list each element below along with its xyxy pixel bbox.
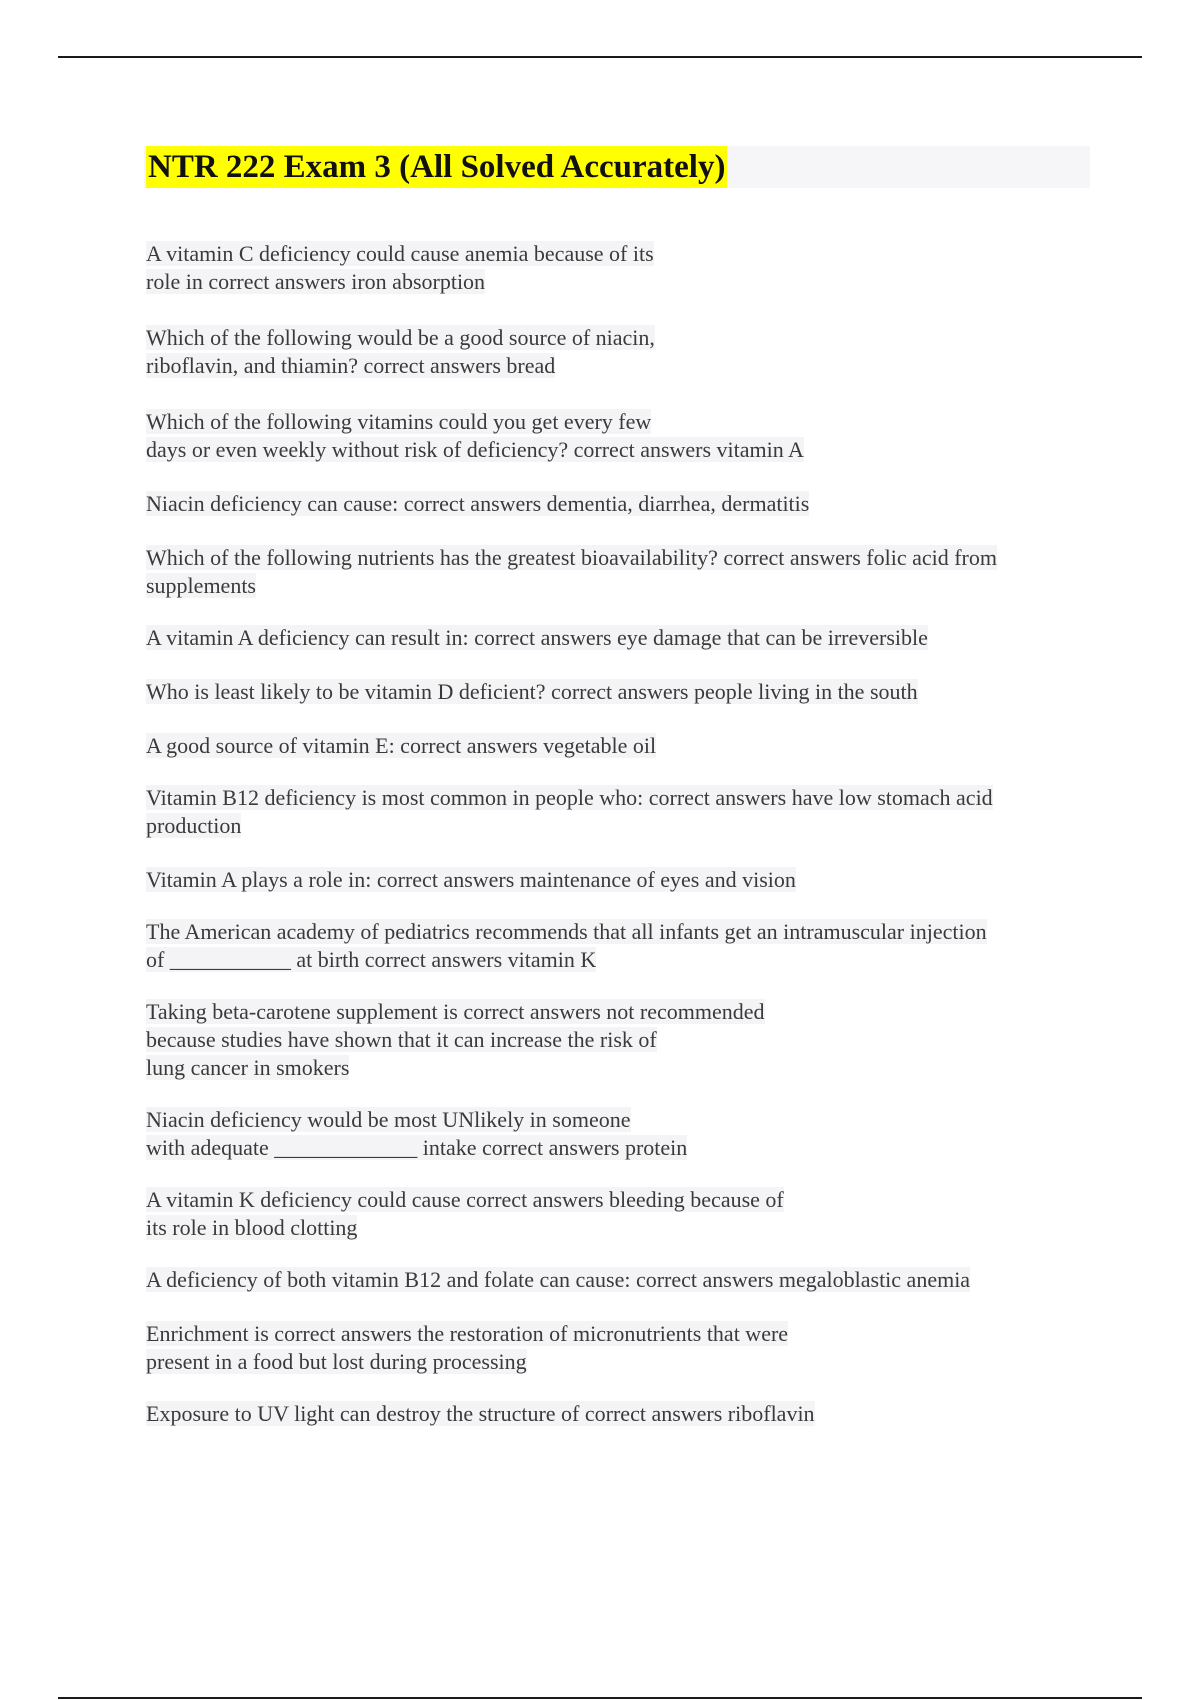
qa-line-text: riboflavin, and thiamin? correct answers bread — [146, 353, 556, 378]
qa-line-text: Which of the following nutrients has the greatest bioavailability? correct answers folic acid from — [146, 545, 997, 570]
qa-line-text: A deficiency of both vitamin B12 and folate can cause: correct answers megaloblastic anemia — [146, 1267, 971, 1292]
qa-line — [146, 784, 1106, 812]
qa-line-text: Vitamin B12 deficiency is most common in people who: correct answers have low stomach acid — [146, 785, 993, 810]
qa-line — [146, 268, 1106, 296]
qa-item — [146, 1320, 1106, 1376]
qa-line — [146, 352, 1106, 380]
qa-line — [146, 1186, 1106, 1214]
qa-line-text: Who is least likely to be vitamin D deficient? correct answers people living in the south — [146, 679, 918, 704]
qa-line-text: because studies have shown that it can increase the risk of — [146, 1027, 657, 1052]
qa-line — [146, 1266, 1106, 1294]
qa-line-text: days or even weekly without risk of deficiency? correct answers vitamin A — [146, 437, 804, 462]
qa-line — [146, 812, 1106, 840]
qa-line — [146, 1026, 1106, 1054]
qa-line-text: Exposure to UV light can destroy the structure of correct answers riboflavin — [146, 1401, 815, 1426]
qa-line — [146, 1320, 1106, 1348]
qa-line-text: Taking beta-carotene supplement is correct answers not recommended — [146, 999, 765, 1024]
qa-line — [146, 1400, 1106, 1428]
qa-line — [146, 998, 1106, 1026]
qa-line-text: Niacin deficiency can cause: correct answers dementia, diarrhea, dermatitis — [146, 491, 810, 516]
qa-line — [146, 678, 1106, 706]
qa-line-text: A vitamin C deficiency could cause anemia because of its — [146, 241, 654, 266]
qa-line-text: Which of the following vitamins could you get every few — [146, 409, 652, 434]
qa-line — [146, 1134, 1106, 1162]
qa-line — [146, 408, 1106, 436]
qa-line-text: The American academy of pediatrics recommends that all infants get an intramuscular injection — [146, 919, 987, 944]
qa-line-text: with adequate _____________ intake correct answers protein — [146, 1135, 688, 1160]
qa-item — [146, 998, 1106, 1082]
qa-line — [146, 866, 1106, 894]
qa-line-text: lung cancer in smokers — [146, 1055, 350, 1080]
qa-item — [146, 1106, 1106, 1162]
qa-line — [146, 436, 1106, 464]
qa-line — [146, 946, 1106, 974]
qa-line — [146, 490, 1106, 518]
qa-item — [146, 1400, 1106, 1428]
qa-item — [146, 866, 1106, 894]
qa-line-text: Vitamin A plays a role in: correct answers maintenance of eyes and vision — [146, 867, 796, 892]
qa-item — [146, 918, 1106, 974]
qa-line — [146, 732, 1106, 760]
qa-line-text: its role in blood clotting — [146, 1215, 358, 1240]
qa-item — [146, 678, 1106, 706]
qa-line-text: role in correct answers iron absorption — [146, 269, 486, 294]
qa-line-text: Enrichment is correct answers the restoration of micronutrients that were — [146, 1321, 789, 1346]
qa-line — [146, 1214, 1106, 1242]
qa-line-text: A good source of vitamin E: correct answers vegetable oil — [146, 733, 657, 758]
qa-line-text: Which of the following would be a good source of niacin, — [146, 325, 655, 350]
qa-line-text: of ___________ at birth correct answers vitamin K — [146, 947, 597, 972]
qa-item — [146, 1266, 1106, 1294]
question-answer-list — [146, 214, 1106, 1428]
qa-item — [146, 324, 1106, 380]
qa-line-text: Niacin deficiency would be most UNlikely in someone — [146, 1107, 631, 1132]
qa-item — [146, 732, 1106, 760]
qa-item — [146, 1186, 1106, 1242]
qa-line-text: A vitamin A deficiency can result in: correct answers eye damage that can be irreversible — [146, 625, 928, 650]
qa-line — [146, 1054, 1106, 1082]
qa-item — [146, 624, 1106, 652]
qa-line — [146, 918, 1106, 946]
qa-line — [146, 1106, 1106, 1134]
qa-line — [146, 1348, 1106, 1376]
bottom-rule — [58, 1697, 1142, 1699]
document-title: NTR 222 Exam 3 (All Solved Accurately) — [146, 146, 727, 188]
qa-line — [146, 572, 1106, 600]
qa-line-text: production — [146, 813, 242, 838]
qa-line — [146, 544, 1106, 572]
qa-item — [146, 240, 1106, 296]
qa-line-text: present in a food but lost during processing — [146, 1349, 527, 1374]
qa-item — [146, 544, 1106, 600]
qa-line-text: A vitamin K deficiency could cause correct answers bleeding because of — [146, 1187, 784, 1212]
qa-item — [146, 490, 1106, 518]
qa-line — [146, 240, 1106, 268]
qa-item — [146, 408, 1106, 464]
qa-item — [146, 784, 1106, 840]
top-rule — [58, 56, 1142, 58]
qa-line-text: supplements — [146, 573, 256, 598]
qa-line — [146, 324, 1106, 352]
qa-line — [146, 624, 1106, 652]
